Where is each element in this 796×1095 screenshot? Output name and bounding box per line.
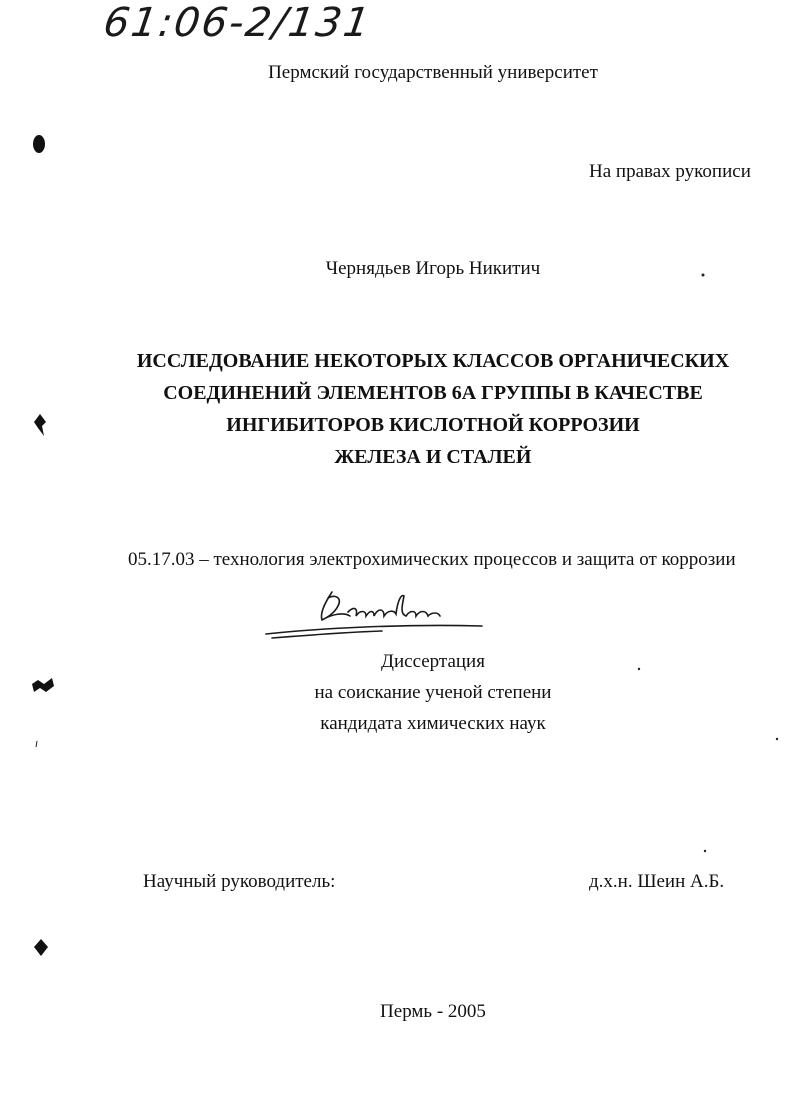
degree-line-3: кандидата химических наук (320, 713, 546, 734)
title-line-3: ИНГИБИТОРОВ КИСЛОТНОЙ КОРРОЗИИ (226, 414, 640, 436)
advisor-name: д.х.н. Шеин А.Б. (589, 871, 725, 892)
manuscript-rights-note: На правах рукописи (589, 161, 751, 182)
scan-speck-1 (30, 132, 48, 156)
title-line-1: ИССЛЕДОВАНИЕ НЕКОТОРЫХ КЛАССОВ ОРГАНИЧЕСКИХ (136, 350, 730, 372)
scan-speck-4 (32, 938, 50, 958)
title-line-4: ЖЕЛЕЗА И СТАЛЕЙ (334, 446, 532, 468)
scan-dot-5 (34, 740, 40, 748)
archive-code-handwritten: 61:06-2/131 (100, 0, 375, 46)
scan-speck-2 (32, 412, 48, 438)
degree-statement (0, 646, 796, 739)
scan-dot-3 (774, 736, 780, 742)
advisor-label: Научный руководитель: (143, 871, 336, 892)
scan-dot-4 (702, 848, 708, 854)
degree-line-2: на соискание ученой степени (314, 682, 552, 703)
author-signature (262, 584, 492, 646)
university-name: Пермский государственный университет (268, 62, 598, 83)
specialty-code: 05.17.03 – технология электрохимических процессов и защита от коррозии (128, 549, 736, 570)
scan-dot-2 (636, 666, 642, 672)
degree-line-1: Диссертация (381, 651, 485, 672)
author-name: Чернядьев Игорь Никитич (325, 258, 541, 279)
city-year: Пермь - 2005 (380, 1001, 486, 1022)
scan-dot-1 (700, 272, 706, 278)
dissertation-title (0, 345, 796, 473)
title-line-2: СОЕДИНЕНИЙ ЭЛЕМЕНТОВ 6А ГРУППЫ В КАЧЕСТВЕ (163, 382, 703, 404)
scan-speck-3 (30, 676, 56, 696)
